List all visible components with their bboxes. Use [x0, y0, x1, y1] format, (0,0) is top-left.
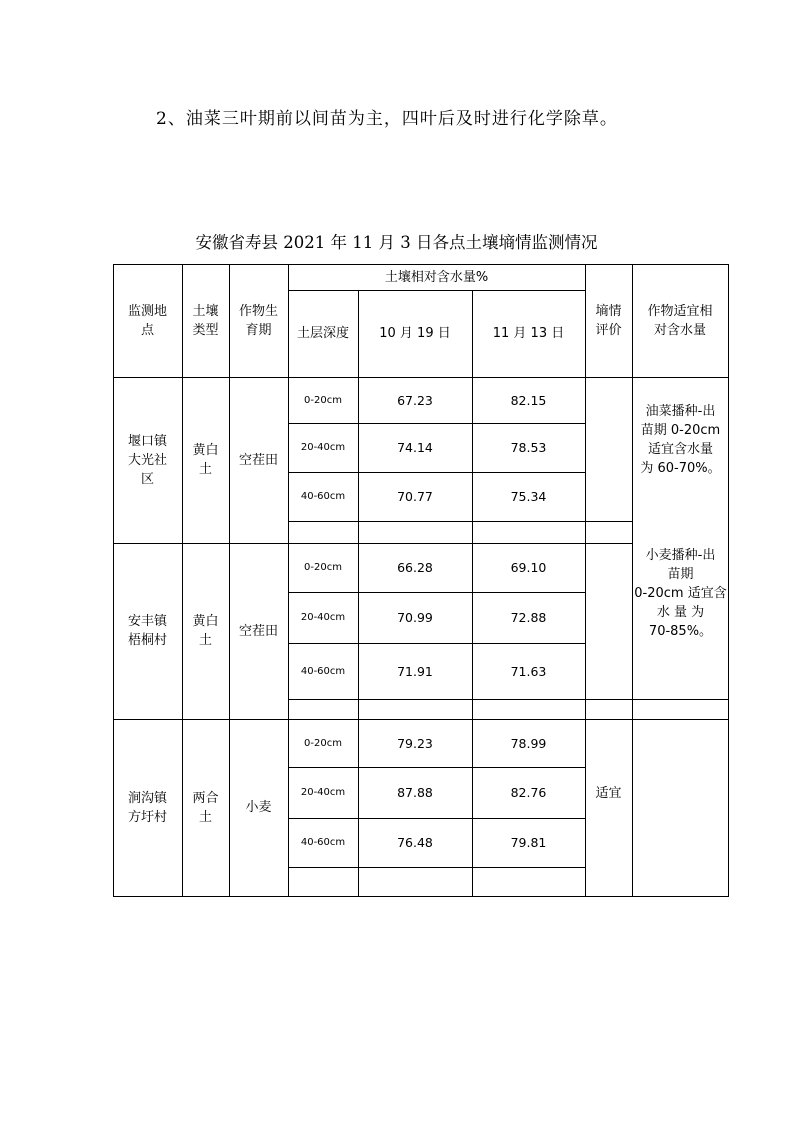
depth-label: 40-60cm [300, 491, 346, 502]
value-oct19: 79.23 [397, 735, 433, 751]
value-nov13: 78.53 [510, 440, 547, 455]
value-nov13: 82.15 [510, 392, 547, 408]
depth-label: 20-40cm [300, 787, 346, 798]
crop-stage: 小麦 [245, 800, 272, 815]
table-hline [288, 867, 585, 868]
site-name: 堰口镇 大光社 区 [127, 433, 167, 487]
header-crop-stage: 作物生 育期 [238, 303, 278, 338]
table-title: 安徽省寿县 2021 年 11 月 3 日各点土壤墒情监测情况 [195, 233, 598, 252]
header-soil-type: 土壤 类型 [192, 303, 219, 338]
header-moisture-group: 土壤相对含水量% [384, 269, 489, 285]
table-hline [585, 699, 632, 700]
depth-label: 40-60cm [300, 837, 346, 848]
value-nov13: 82.76 [510, 785, 547, 800]
value-oct19: 70.99 [397, 610, 433, 625]
table-hline [288, 521, 585, 522]
value-oct19: 71.91 [397, 663, 433, 679]
header-suitable: 作物适宜相 对含水量 [647, 303, 713, 338]
value-nov13: 69.10 [510, 560, 547, 575]
value-nov13: 78.99 [510, 735, 547, 751]
crop-stage: 空茬田 [238, 623, 278, 639]
evaluation [585, 543, 632, 699]
value-oct19: 74.14 [397, 440, 433, 455]
suitable-note-wheat: 小麦播种-出 苗期 0-20cm 适宜含 水 量 为 70-85%。 [634, 548, 727, 639]
evaluation [585, 377, 632, 521]
depth-label: 20-40cm [300, 442, 346, 453]
suitable-note-rapeseed: 油菜播种-出 苗期 0-20cm 适宜含水量 为 60-70%。 [640, 404, 721, 476]
header-depth: 土层深度 [296, 326, 349, 341]
table-vline [728, 264, 729, 896]
depth-label: 0-20cm [304, 562, 342, 573]
table-hline [288, 896, 585, 897]
depth-label: 20-40cm [300, 612, 346, 623]
table-hline [585, 521, 632, 522]
soil-type: 黄白 土 [192, 614, 219, 648]
value-oct19: 70.77 [397, 489, 433, 504]
header-date-2: 11 月 13 日 [492, 326, 565, 341]
table-hline [288, 699, 585, 700]
intro-paragraph: 2、油菜三叶期前以间苗为主，四叶后及时进行化学除草。 [156, 109, 618, 129]
header-evaluation: 墒情 评价 [595, 303, 622, 338]
depth-label: 40-60cm [300, 665, 346, 677]
table-hline [632, 699, 728, 700]
depth-label: 0-20cm [304, 394, 342, 406]
value-nov13: 75.34 [510, 489, 547, 504]
value-nov13: 72.88 [510, 610, 547, 625]
value-oct19: 66.28 [397, 560, 433, 575]
crop-stage: 空茬田 [238, 452, 278, 468]
header-site: 监测地 点 [127, 303, 167, 338]
header-date-1: 10 月 19 日 [379, 326, 451, 341]
value-nov13: 71.63 [510, 663, 547, 679]
evaluation: 适宜 [595, 785, 622, 801]
depth-label: 0-20cm [304, 737, 342, 749]
site-name: 安丰镇 梧桐村 [127, 614, 167, 648]
site-name: 涧沟镇 方圩村 [127, 790, 167, 825]
value-oct19: 76.48 [397, 835, 433, 850]
value-oct19: 87.88 [397, 785, 433, 800]
value-nov13: 79.81 [510, 835, 547, 850]
table-hline [632, 719, 728, 720]
soil-type: 两合 土 [192, 790, 219, 825]
value-oct19: 67.23 [397, 392, 433, 408]
soil-type: 黄白 土 [192, 443, 219, 477]
